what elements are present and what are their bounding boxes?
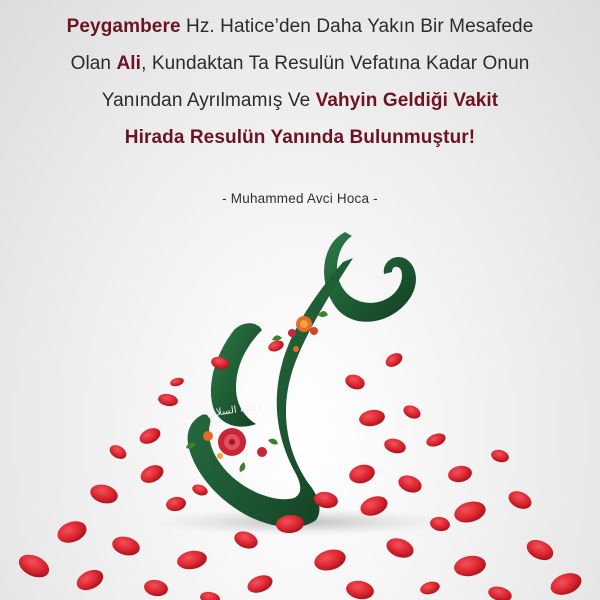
quote-line-2: Olan Ali, Kundaktan Ta Resulün Vefatına Kadar Onun [70, 53, 530, 74]
quote-line-1: Peygambere Hz. Hatice’den Daha Yakın Bir Mesafede [66, 16, 534, 37]
quote-line-3: Yanından Ayrılmamış Ve Vahyin Geldiği Vakit [101, 90, 499, 111]
calligraphy-label: (عليه السلام) [205, 401, 262, 420]
ali-calligraphy [188, 232, 416, 527]
author-credit: - Muhammed Avci Hoca - [222, 191, 378, 206]
quote-line-4: Hirada Resulün Yanında Bulunmuştur! [124, 127, 476, 148]
